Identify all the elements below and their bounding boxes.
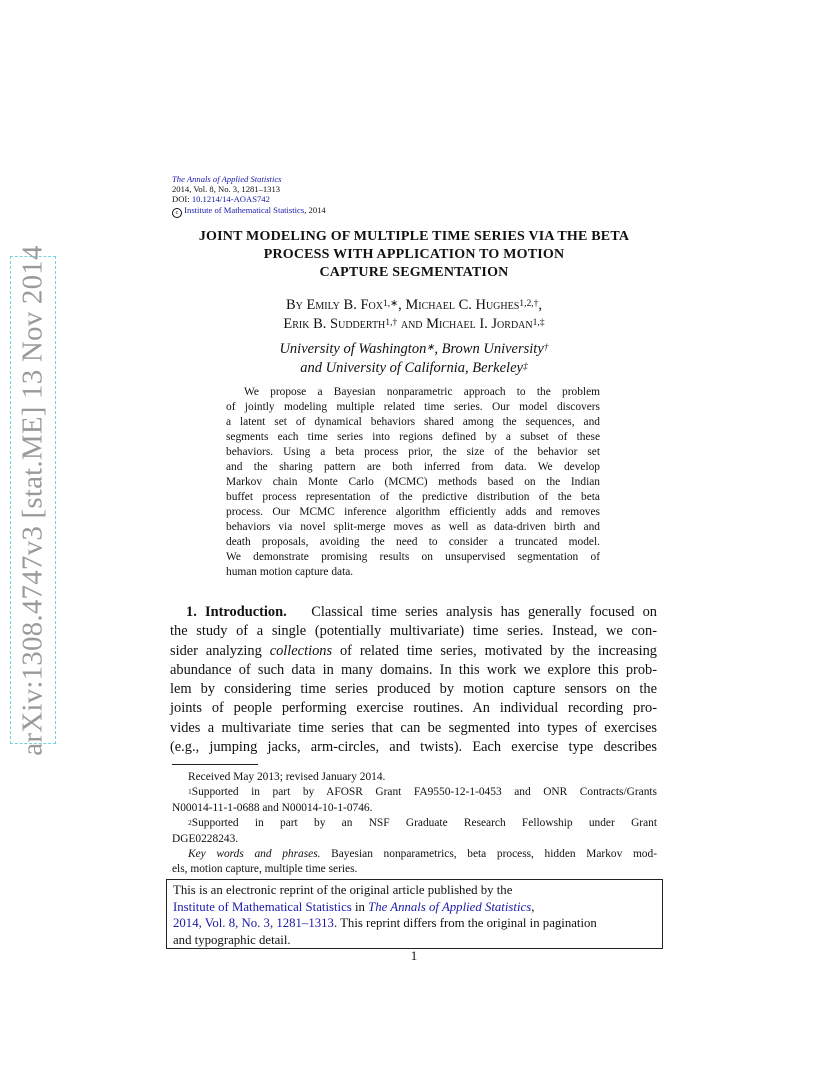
journal-link[interactable]: The Annals of Applied Statistics [368, 899, 532, 914]
author-list: By Emily B. Fox$^{1,∗}$, Michael C. Hughes$^{1,2,\dagger}$, Erik B. Sudderth$^{1,\dagger}$ and Michael I. Jordan$^{1,\ddagger}$ [283, 297, 545, 332]
journal-volume: 2014, Vol. 8, No. 3, 1281–1313 [172, 184, 281, 195]
abstract-line: human motion capture data. [226, 566, 354, 578]
footnote-mark: 1 [188, 786, 192, 796]
footnote-text: Supported in part by AFOSR Grant FA9550-12-1-0453 and ONR Contracts/Grants [191, 786, 657, 799]
author-sup: 1,† [385, 317, 398, 329]
affiliation-sup: † [543, 342, 549, 354]
intro-line: Classical time series analysis has generally focused on [311, 604, 657, 620]
affiliations [160, 340, 668, 378]
received-note: Received May 2013; revised January 2014. [188, 771, 386, 783]
keywords-text: Bayesian nonparametrics, beta process, hidden Markov mod- [320, 847, 657, 860]
keywords-text: els, motion capture, multiple time series. [172, 863, 358, 876]
author-sup: 1,‡ [532, 317, 545, 329]
copyright-icon: c [172, 208, 182, 218]
intro-text: of related time series, motivated by the increasing [332, 642, 657, 659]
author-name: Michael C. Hughes [405, 297, 520, 313]
reprint-text: , [531, 899, 535, 914]
abstract-line: We demonstrate promising results on unsupervised segmentation of [226, 551, 600, 563]
abstract-line: segments each time series into regions defined by a subset of these [226, 431, 600, 443]
arxiv-id: arXiv:1308.4747v3 [stat.ME] 13 Nov 2014 [16, 244, 49, 756]
footnotes [172, 770, 657, 878]
journal-name-link[interactable]: The Annals of Applied Statistics [172, 174, 282, 184]
reprint-notice [166, 879, 663, 949]
title-line: JOINT MODELING OF MULTIPLE TIME SERIES VIA THE BETA [198, 229, 630, 244]
abstract-line: of jointly modeling multiple related time series. Our model discovers [226, 401, 600, 413]
affiliation-name: , Brown University [434, 341, 544, 357]
abstract-line: process. Our MCMC inference algorithm efficiently adds and removes [226, 506, 600, 518]
footnote-mark: 2 [188, 817, 192, 827]
author-name: Michael I. Jordan [426, 316, 533, 332]
abstract-line: Markov chain Monte Carlo (MCMC) methods based on the Indian [226, 476, 600, 488]
abstract-line: We propose a Bayesian nonparametric approach to the problem [244, 386, 600, 398]
abstract-line: and the sharing pattern are both inferred from data. We develop [226, 461, 600, 473]
intro-line: abundance of such data in many domains. In this work we explore this prob- [170, 661, 657, 678]
abstract-line: behaviors. Using a beta process prior, the size of the behavior set [226, 446, 600, 458]
abstract-line: death proposals, avoiding the need to consider a truncated model. [226, 536, 600, 548]
abstract [226, 385, 600, 580]
author-sup: 1,∗ [382, 298, 399, 310]
footnote-rule [172, 764, 258, 765]
ims-link[interactable]: Institute of Mathematical Statistics [184, 204, 305, 215]
intro-emphasis: collections [269, 642, 333, 659]
intro-text: sider analyzing [170, 642, 270, 659]
reprint-line: This is an electronic reprint of the original article published by the [173, 883, 513, 897]
paper-title [160, 228, 668, 282]
abstract-line: a latent set of dynamical behaviors shared among the sequences, and [226, 416, 600, 428]
intro-line: joints of people performing exercise routines. An individual recording pro- [170, 700, 657, 717]
doi-label: DOI: [172, 194, 192, 205]
keywords-label: Key words and phrases. [188, 847, 321, 860]
copyright-year: , 2014 [304, 204, 326, 215]
author-sup: 1,2,† [519, 298, 539, 310]
arxiv-stamp[interactable] [10, 244, 56, 756]
footnote-text: Supported in part by an NSF Graduate Research Fellowship under Grant [191, 817, 657, 830]
affiliation-sup: ‡ [522, 361, 528, 373]
doi-link[interactable]: 10.1214/14-AOAS742 [191, 194, 270, 205]
intro-line: the study of a single (potentially multivariate) time series. Instead, we con- [170, 623, 657, 640]
footnote-text: DGE0228243. [172, 832, 239, 845]
reprint-text: in [351, 899, 369, 914]
abstract-line: buffet process representation of the predictive distribution of the beta [226, 491, 600, 503]
page-number: 1 [410, 948, 418, 963]
ims-link[interactable]: Institute of Mathematical Statistics [173, 899, 352, 914]
journal-header [172, 174, 326, 218]
introduction-section [170, 603, 657, 757]
by-label: By [285, 297, 303, 313]
affiliation-name: University of Washington [279, 341, 427, 357]
and-label: and [400, 316, 423, 332]
intro-line: (e.g., jumping jacks, arm-circles, and twists). Each exercise type describes [170, 739, 657, 756]
author-name: Emily B. Fox [306, 297, 383, 313]
title-line: CAPTURE SEGMENTATION [319, 265, 509, 280]
intro-line: lem by considering time series produced by motion capture sensors on the [170, 681, 657, 698]
affiliation-name: and University of California, Berkeley [300, 360, 523, 376]
section-heading: 1. Introduction. [186, 604, 287, 620]
intro-line: vides a multivariate time series that can be segmented into types of exercises [170, 719, 657, 736]
author-name: Erik B. Sudderth [283, 316, 386, 332]
abstract-line: behaviors via novel split-merge moves as well as data-driven birth and [226, 521, 600, 533]
reprint-line: and typographic detail. [173, 932, 291, 947]
affiliation-sup: ∗ [426, 342, 435, 354]
citation-link[interactable]: 2014, Vol. 8, No. 3, 1281–1313 [173, 916, 334, 931]
title-line: PROCESS WITH APPLICATION TO MOTION [263, 247, 565, 262]
reprint-text: . This reprint differs from the original in pagination [333, 916, 597, 931]
footnote-text: N00014-11-1-0688 and N00014-10-1-0746. [172, 801, 373, 814]
